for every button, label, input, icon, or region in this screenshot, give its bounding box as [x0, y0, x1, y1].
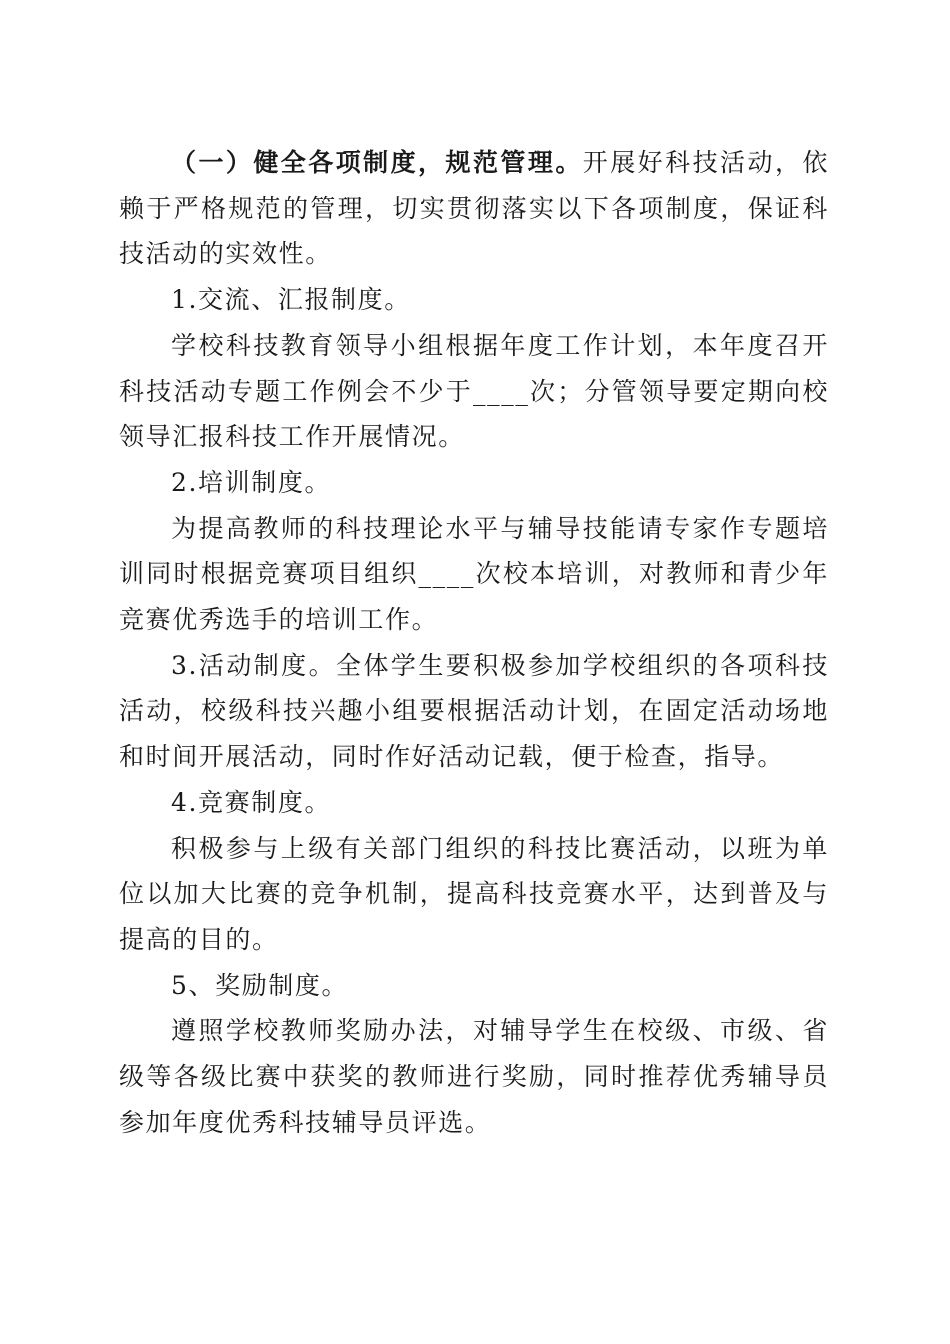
- section-intro: [119, 140, 829, 277]
- item-1-title: 1.交流、汇报制度。: [171, 285, 411, 315]
- item-4-body: 积极参与上级有关部门组织的科技比赛活动，以班为单位以加大比赛的竞争机制，提高科技竞赛水平，达到普及与提高的目的。: [119, 833, 829, 954]
- section-intro-text: 开展好科技活动，依赖于严格规范的管理，切实贯彻落实以下各项制度，保证科技活动的实效性。: [119, 148, 829, 269]
- item-2-title: 2.培训制度。: [171, 467, 332, 497]
- item-3-paragraph: [119, 643, 829, 780]
- section-heading: （一）健全各项制度，规范管理。: [171, 148, 583, 177]
- item-3-body: 全体学生要积极参加学校组织的各项科技活动，校级科技兴趣小组要根据活动计划，在固定活动场地和时间开展活动，同时作好活动记载，便于检查，指导。: [119, 650, 829, 772]
- item-1-body: 学校科技教育领导小组根据年度工作计划，本年度召开科技活动专题工作例会不少于____次；分管领导要定期向校领导汇报科技工作开展情况。: [119, 330, 829, 452]
- item-5-body: 遵照学校教师奖励办法，对辅导学生在校级、市级、省级等各级比赛中获奖的教师进行奖励，同时推荐优秀辅导员参加年度优秀科技辅导员评选。: [119, 1016, 829, 1137]
- document-body: [119, 140, 829, 1145]
- item-5-title: 5、奖励制度。: [171, 970, 349, 1000]
- item-3-title: 3.活动制度。: [171, 650, 337, 680]
- item-2-body: 为提高教师的科技理论水平与辅导技能请专家作专题培训同时根据竞赛项目组织____次校本培训，对教师和青少年竞赛优秀选手的培训工作。: [119, 513, 829, 635]
- item-4-title: 4.竞赛制度。: [171, 787, 332, 817]
